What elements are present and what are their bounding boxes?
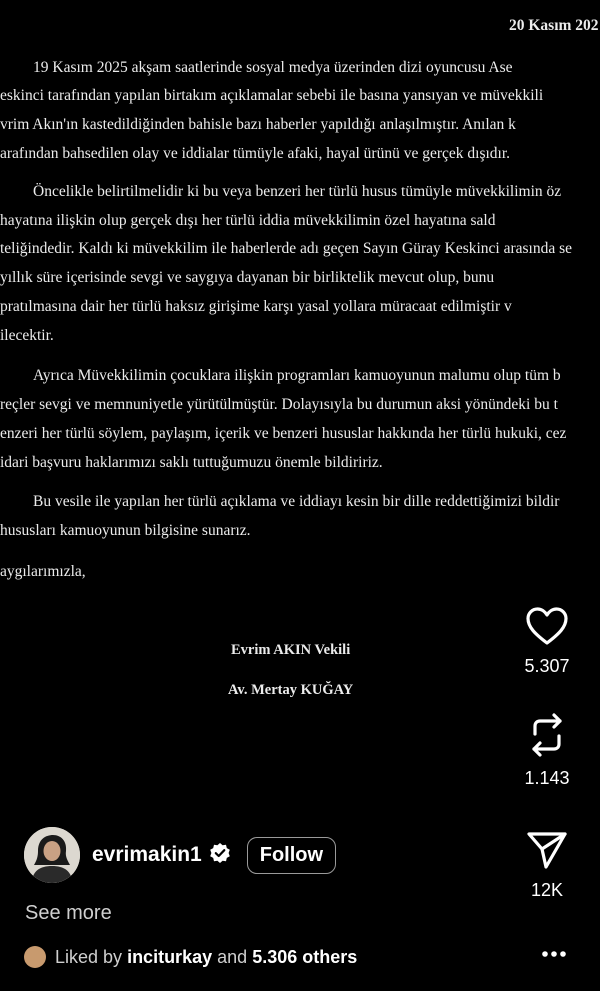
doc-line: eskinci tarafından yapılan birtakım açıklamalar sebebi ile basına yansıyan ve müvekkili xyxy=(0,87,544,104)
doc-line: aygılarımızla, xyxy=(0,563,86,580)
doc-line: hayatına ilişkin olup gerçek dışı her türlü iddia müvekkilimin özel hayatına sald xyxy=(0,212,496,229)
heart-icon[interactable] xyxy=(494,606,600,646)
post-author xyxy=(24,826,336,884)
repost-action[interactable] xyxy=(494,712,600,789)
doc-line: Öncelikle belirtilmelidir ki bu veya benzeri her türlü husus tümüyle müvekkilimin öz xyxy=(33,183,562,200)
follow-button[interactable]: Follow xyxy=(247,837,336,874)
doc-line: vrim Akın'ın kastedildiğinden bahisle bazı haberler yapıldığı anlaşılmıştır. Anılan k xyxy=(0,116,516,133)
doc-line: teliğindedir. Kaldı ki müvekkilim ile haberlerde adı geçen Sayın Güray Keskinci arasında se xyxy=(0,240,573,257)
doc-line: hususları kamuoyunun bilgisine sunarız. xyxy=(0,522,251,539)
like-count: 5.307 xyxy=(524,656,570,676)
verified-icon xyxy=(209,842,231,869)
doc-line: idari başvuru haklarımızı saklı tuttuğumuzu önemle bildiririz. xyxy=(0,454,383,471)
liked-by-prefix: Liked by xyxy=(55,946,123,967)
liked-by-user[interactable]: inciturkay xyxy=(127,946,213,967)
more-icon[interactable] xyxy=(541,944,567,969)
document-date: 20 Kasım 202 xyxy=(509,17,599,34)
doc-line: reçler sevgi ve memnuniyetle yürütülmüştür. Dolayısıyla bu durumun aksi yönündeki bu t xyxy=(0,396,558,413)
doc-line: Ayrıca Müvekkilimin çocuklara ilişkin programları kamuoyunun malumu olup tüm b xyxy=(33,367,561,384)
signature-lawyer: Av. Mertay KUĞAY xyxy=(228,682,354,698)
liked-by[interactable] xyxy=(24,946,357,968)
liked-by-avatar xyxy=(24,946,46,968)
repost-count: 1.143 xyxy=(524,768,570,788)
doc-line: 19 Kasım 2025 akşam saatlerinde sosyal medya üzerinden dizi oyuncusu Ase xyxy=(33,59,513,76)
signature-name: Evrim AKIN Vekili xyxy=(231,642,351,658)
see-more-link[interactable]: See more xyxy=(25,902,112,924)
liked-by-others[interactable]: 5.306 others xyxy=(252,946,358,967)
like-action[interactable] xyxy=(494,606,600,677)
repost-icon[interactable] xyxy=(494,712,600,758)
share-count: 12K xyxy=(530,880,564,900)
send-icon[interactable] xyxy=(494,830,600,870)
doc-line: enzeri her türlü söylem, paylaşım, içerik ve benzeri hususlar hakkında her türlü hukuki, cez xyxy=(0,425,567,442)
doc-line: ilecektir. xyxy=(0,327,54,344)
share-action[interactable] xyxy=(494,830,600,901)
doc-line: Bu vesile ile yapılan her türlü açıklama ve iddiayı kesin bir dille reddettiğimizi bildir xyxy=(33,493,560,510)
avatar[interactable] xyxy=(24,827,80,883)
liked-by-and: and xyxy=(217,946,248,967)
doc-line: arafından bahsedilen olay ve iddialar tümüyle afaki, hayal ürünü ve gerçek dışıdır. xyxy=(0,145,511,162)
doc-line: yıllık süre içerisinde sevgi ve saygıya dayanan bir birliktelik mevcut olup, bunu xyxy=(0,269,495,286)
doc-line: pratılmasına dair her türlü haksız girişime karşı yasal yollara müracaat edilmiştir v xyxy=(0,298,512,315)
username[interactable]: evrimakin1 xyxy=(92,843,202,866)
